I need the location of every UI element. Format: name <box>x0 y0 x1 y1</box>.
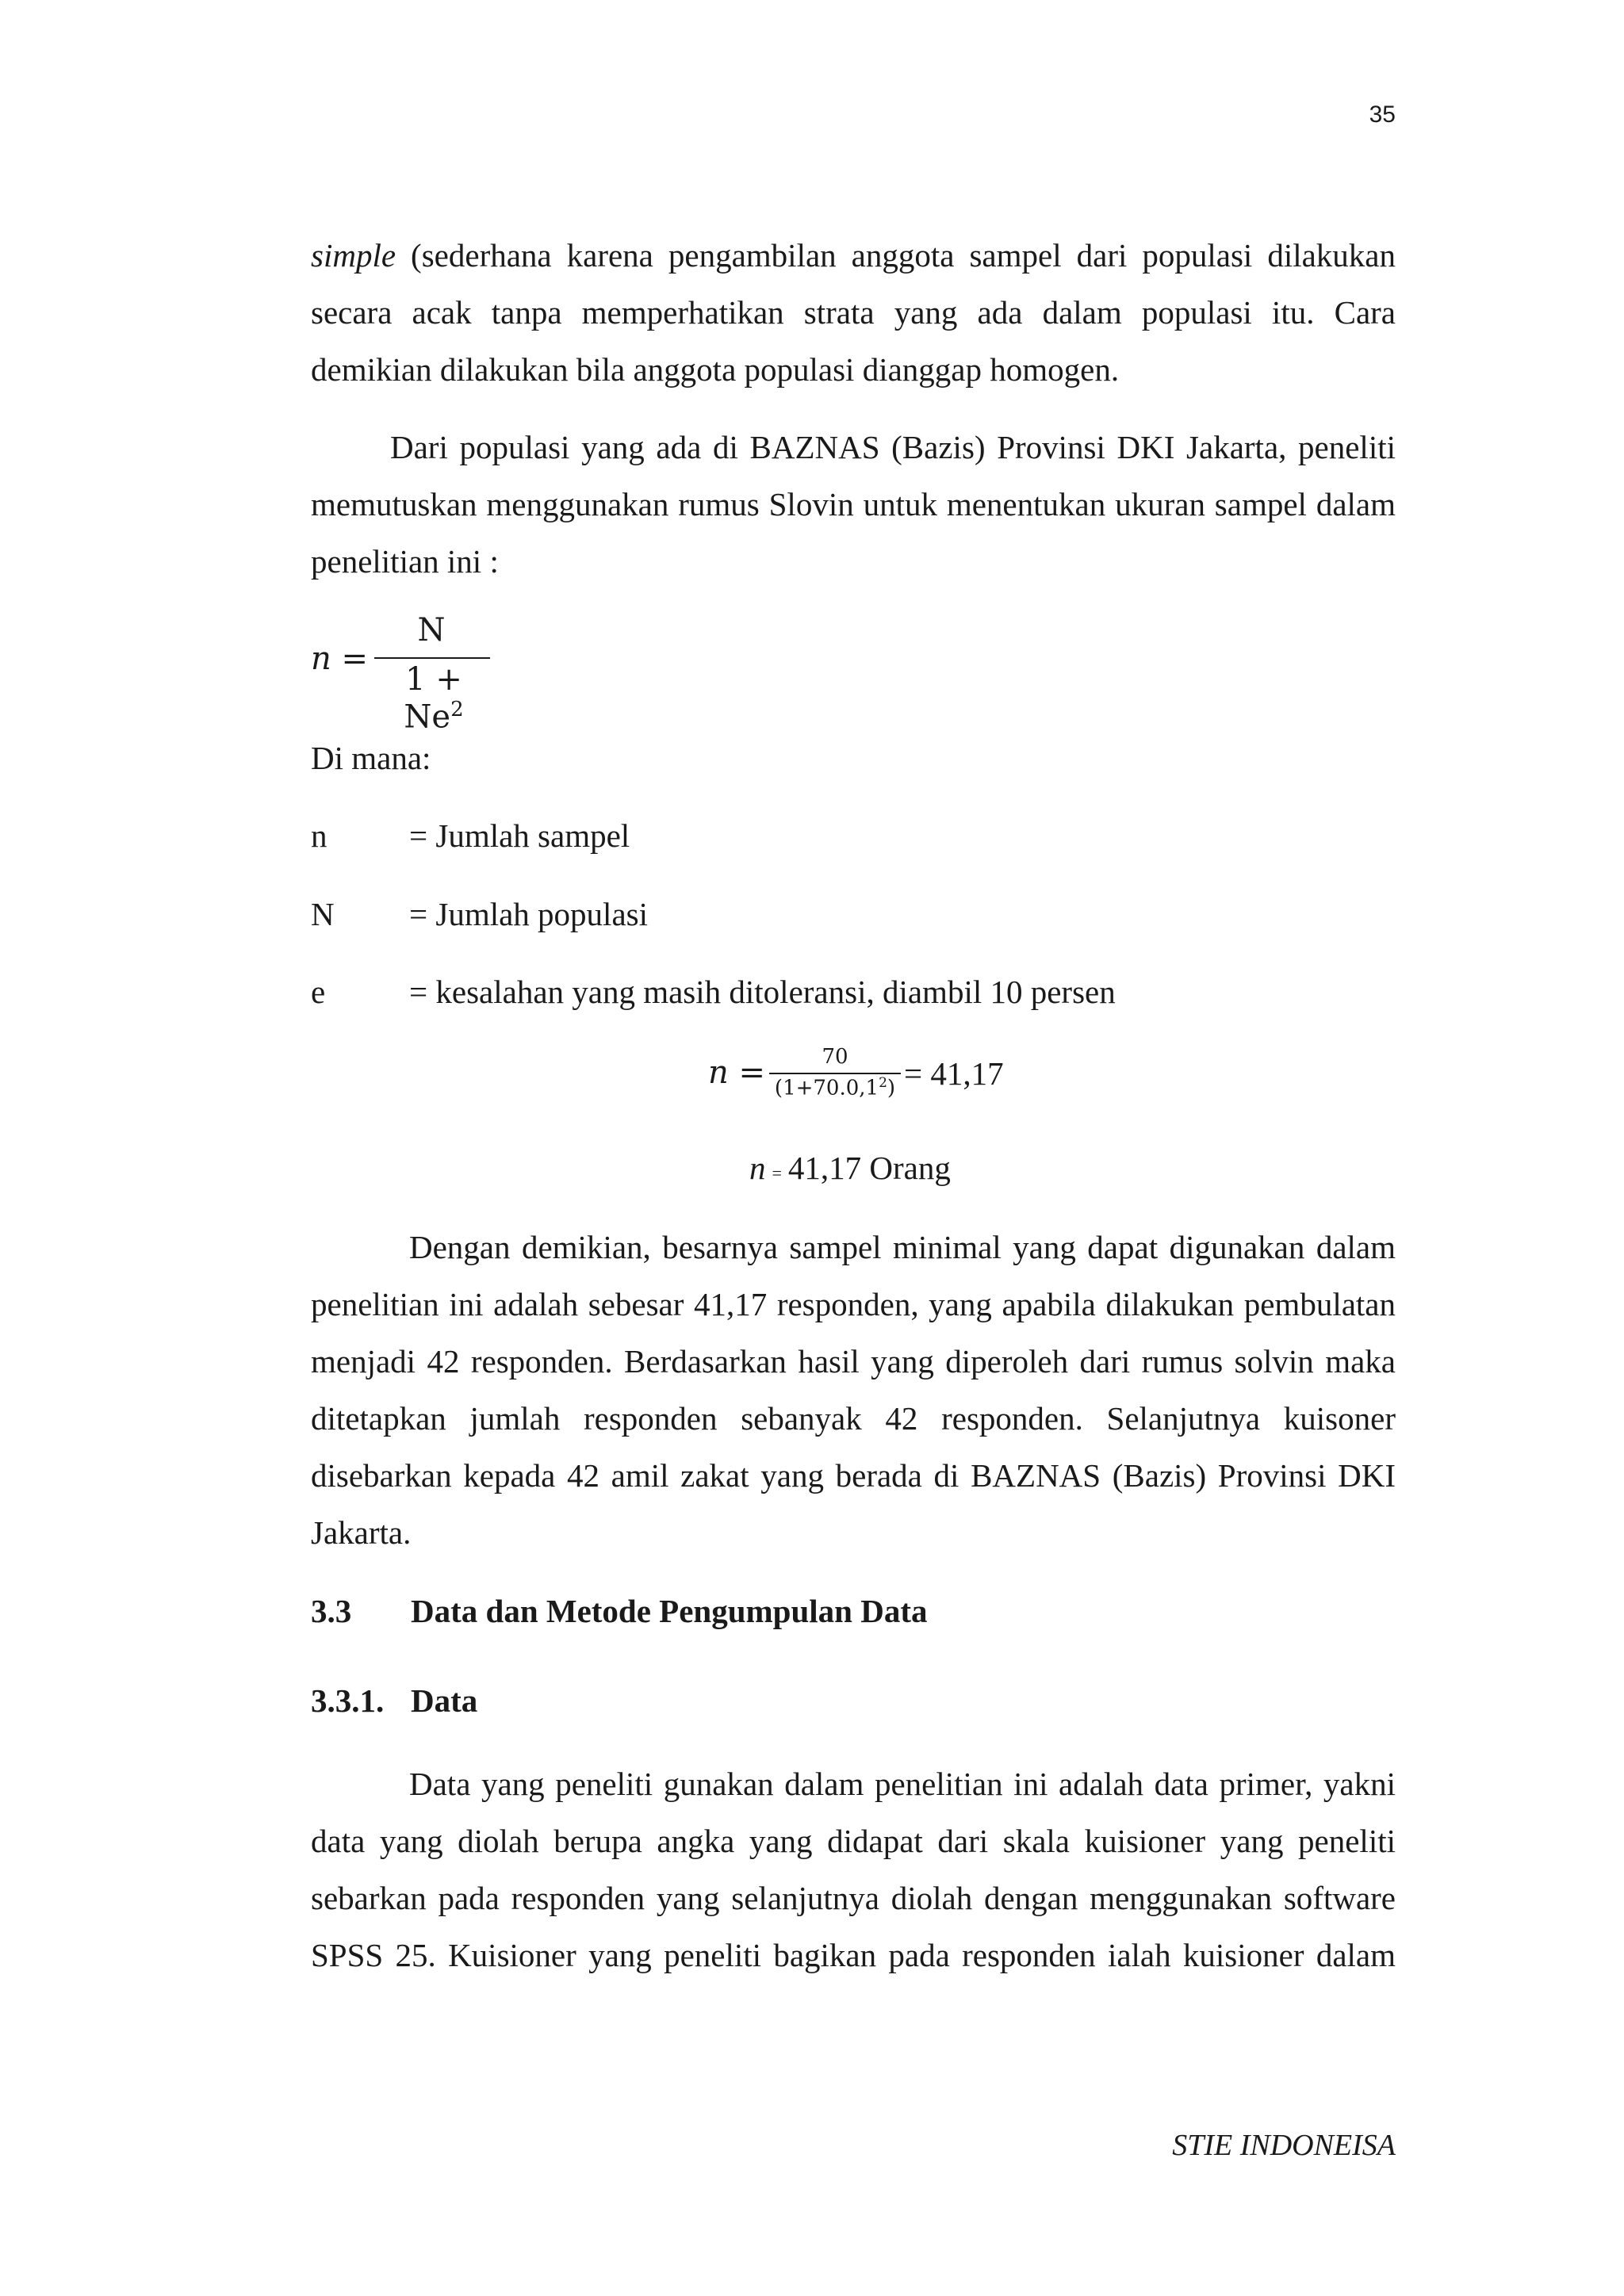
paragraph-3-line-3: menjadi 42 responden. Berdasarkan hasil yang diperoleh dari rumus solvin maka <box>311 1343 1396 1380</box>
paragraph-2-line-3: penelitian ini : <box>311 543 499 580</box>
paragraph-2 <box>311 419 1396 590</box>
result-value: 41,17 Orang <box>787 1150 951 1186</box>
formula-numerator: N <box>417 612 446 649</box>
calculation-denominator-a: (1+70.0,1 <box>774 1076 879 1100</box>
formula-lhs: n = <box>311 641 368 677</box>
paragraph-3-line-1: Dengan demikian, besarnya sampel minimal yang dapat digunakan dalam <box>409 1229 1396 1265</box>
calculation-numerator: 70 <box>822 1045 848 1069</box>
calculation-denominator-exp: 2 <box>879 1075 887 1091</box>
page-footer: STIE INDONEISA <box>1172 2129 1396 2162</box>
paragraph-2-line-2: memutuskan menggunakan rumus Slovin untuk menentukan ukuran sampel dalam <box>311 486 1396 522</box>
definition-text-N: = Jumlah populasi <box>409 896 648 932</box>
paragraph-4-line-3: sebarkan pada responden yang selanjutnya diolah dengan menggunakan software <box>311 1880 1396 1916</box>
definition-symbol-n: n <box>311 817 327 854</box>
di-mana-label: Di mana: <box>311 740 431 776</box>
paragraph-1 <box>311 227 1396 398</box>
italic-word: simple <box>311 237 396 274</box>
definition-symbol-e: e <box>311 974 326 1010</box>
section-3-3-1-number: 3.3.1. <box>311 1682 385 1719</box>
definition-text-n: = Jumlah sampel <box>409 817 630 854</box>
page-number: 35 <box>1369 101 1396 128</box>
section-3-3-title: Data dan Metode Pengumpulan Data <box>411 1593 928 1629</box>
section-3-3-1-title: Data <box>411 1682 478 1719</box>
calculation-lhs: n = <box>708 1054 765 1091</box>
section-3-3-number: 3.3 <box>311 1593 352 1629</box>
paragraph-1-line-1: (sederhana karena pengambilan anggota sampel dari populasi dilakukan <box>396 237 1396 274</box>
paragraph-1-line-3: demikian dilakukan bila anggota populasi dianggap homogen. <box>311 351 1120 388</box>
paragraph-3 <box>311 1219 1396 1561</box>
formula-denominator <box>374 661 493 735</box>
result-eq: = <box>772 1163 782 1183</box>
definition-symbol-N: N <box>311 896 335 932</box>
paragraph-3-line-2: penelitian ini adalah sebesar 41,17 responden, yang apabila dilakukan pembulatan <box>311 1286 1396 1322</box>
formula-denominator-text: 1 + Ne <box>404 661 462 736</box>
formula-exponent: 2 <box>450 698 464 721</box>
paragraph-4-line-2: data yang diolah berupa angka yang didapat dari skala kuisioner yang peneliti <box>311 1823 1396 1859</box>
result-n: n <box>749 1150 766 1186</box>
paragraph-2-line-1: Dari populasi yang ada di BAZNAS (Bazis) Provinsi DKI Jakarta, peneliti <box>390 429 1396 465</box>
paragraph-4-line-1: Data yang peneliti gunakan dalam penelitian ini adalah data primer, yakni <box>409 1766 1396 1802</box>
slovin-formula <box>311 641 368 677</box>
formula-fraction-bar <box>374 657 490 659</box>
paragraph-3-line-5: disebarkan kepada 42 amil zakat yang berada di BAZNAS (Bazis) Provinsi DKI <box>311 1457 1396 1494</box>
paragraph-3-line-6: Jakarta. <box>311 1514 412 1551</box>
calculation-denominator-b: ) <box>887 1076 896 1100</box>
definition-text-e: = kesalahan yang masih ditoleransi, diambil 10 persen <box>409 974 1116 1010</box>
calculation-fraction-bar <box>769 1073 901 1074</box>
result-line <box>749 1139 951 1202</box>
paragraph-3-line-4: ditetapkan jumlah responden sebanyak 42 responden. Selanjutnya kuisoner <box>311 1400 1396 1437</box>
paragraph-4 <box>311 1755 1396 1984</box>
paragraph-4-line-4: SPSS 25. Kuisioner yang peneliti bagikan pada responden ialah kuisioner dalam <box>311 1937 1396 1973</box>
calculation-denominator <box>769 1075 901 1100</box>
paragraph-1-line-2: secara acak tanpa memperhatikan strata yang ada dalam populasi itu. Cara <box>311 294 1396 331</box>
calculation-result: = 41,17 <box>904 1055 1004 1092</box>
